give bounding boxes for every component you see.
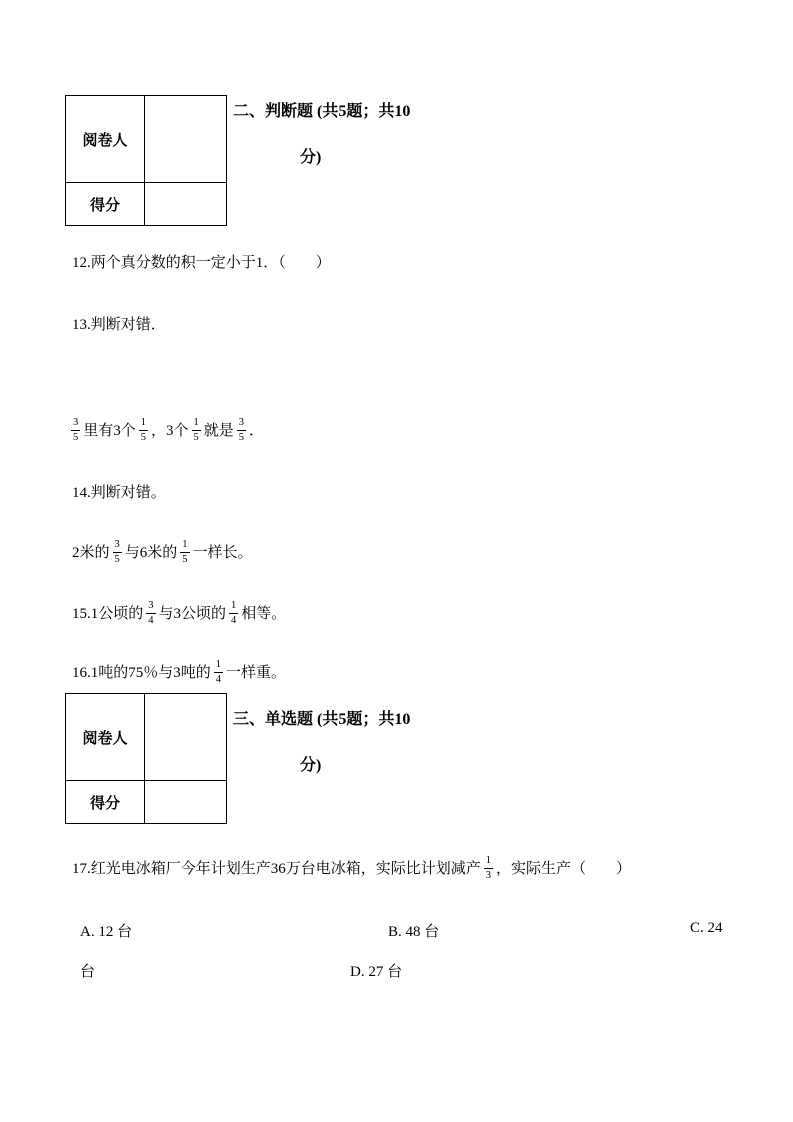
question-13: 13.判断对错． xyxy=(72,317,166,333)
grader-label-cell: 阅卷人 xyxy=(66,694,145,781)
grader-score-table-section2 xyxy=(65,95,227,226)
question-13-body: $\frac{3}{5}$ 里有3个 $\frac{1}{5}$ ，3个 $\frac{1}{5}$ 就是 $\frac{3}{5}$ ． xyxy=(73,417,265,443)
fraction: $\frac{1}{4}$ xyxy=(231,600,237,626)
fraction: $\frac{3}{5}$ xyxy=(73,417,79,443)
grader-blank-cell xyxy=(145,96,227,183)
score-blank-cell xyxy=(145,183,227,226)
section2-header-line1: 二、判断题 (共5题；共10 xyxy=(233,103,411,120)
score-blank-cell xyxy=(145,781,227,824)
fraction: $\frac{3}{4}$ xyxy=(148,600,154,626)
question-14-body: 2米的 $\frac{3}{5}$ 与6米的 $\frac{1}{5}$ 一样长。 xyxy=(72,539,253,565)
section3-header xyxy=(233,710,410,776)
question-14: 14.判断对错。 xyxy=(72,485,166,501)
score-label-cell: 得分 xyxy=(66,781,145,824)
grader-label-cell: 阅卷人 xyxy=(66,96,145,183)
question-15: 15.1公顷的 $\frac{3}{4}$ 与3公顷的 $\frac{1}{4}$ 相等。 xyxy=(72,600,287,626)
fraction: $\frac{1}{4}$ xyxy=(215,659,222,685)
grader-blank-cell xyxy=(145,694,227,781)
section2-header xyxy=(233,102,410,168)
section3-header-line1: 三、单选题 (共5题；共10 xyxy=(233,711,411,728)
question-17: 17.红光电冰箱厂今年计划生产36万台电冰箱，实际比计划减产 $\frac{1}{3}$ ，实际生产（ ） xyxy=(72,855,632,881)
fraction: $\frac{3}{5}$ xyxy=(238,417,245,443)
grader-score-table-section3 xyxy=(65,693,227,824)
fraction: $\frac{1}{5}$ xyxy=(193,417,199,443)
score-label-cell: 得分 xyxy=(66,183,145,226)
fraction: $\frac{3}{5}$ xyxy=(114,539,120,565)
option-c-wrapped-text: 台 xyxy=(80,964,96,980)
fraction: $\frac{1}{5}$ xyxy=(182,539,188,565)
option-b: B. 48 台 xyxy=(388,924,440,940)
section3-header-line2: 分) xyxy=(300,757,322,774)
fraction: $\frac{1}{3}$ xyxy=(485,855,492,881)
fraction: $\frac{1}{5}$ xyxy=(140,417,147,443)
question-12: 12.两个真分数的积一定小于1．（ ） xyxy=(72,255,331,271)
section2-header-line2: 分) xyxy=(300,149,322,166)
option-d: D. 27 台 xyxy=(350,964,403,980)
option-c: C. 24 xyxy=(690,920,723,936)
option-a: A. 12 台 xyxy=(80,924,133,940)
question-16: 16.1吨的75％与3吨的 $\frac{1}{4}$ 一样重。 xyxy=(72,659,287,685)
